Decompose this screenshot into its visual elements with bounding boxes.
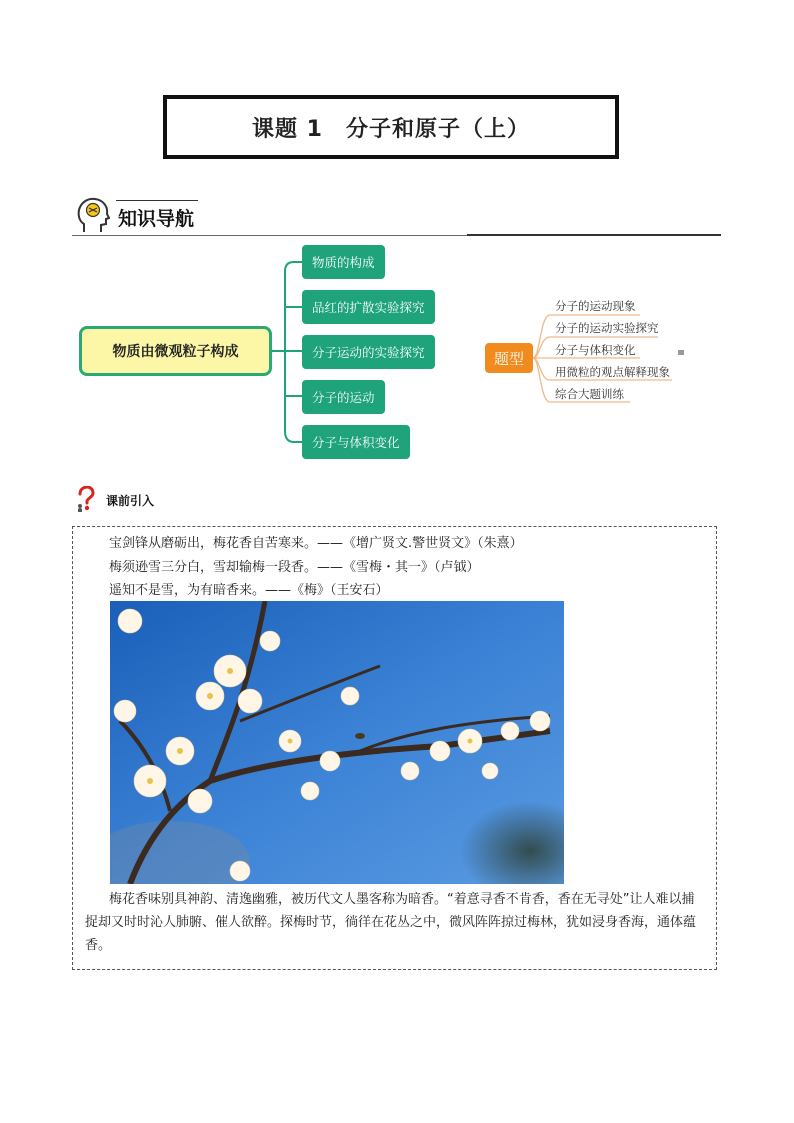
- lesson-title: 课题 1 分子和原子（上）: [252, 116, 530, 142]
- intro-title: 课前引入: [106, 494, 155, 508]
- nav-title: 知识导航: [118, 208, 195, 230]
- poem-line-3: 遥知不是雪，为有暗香来。——《梅》（王安石）: [109, 583, 389, 598]
- poem-line-2: 梅须逊雪三分白，雪却输梅一段香。——《雪梅・其一》（卢钺）: [109, 560, 480, 575]
- mindmap-leaf-3: 分子运动的实验探究: [302, 335, 435, 369]
- question-type-item-1: 分子的运动现象: [555, 299, 636, 313]
- question-type-item-4: 用微粒的观点解释现象: [555, 365, 670, 379]
- mindmap-root-node: [79, 326, 272, 376]
- question-type-item-5: 综合大题训练: [555, 387, 624, 401]
- mindmap-leaf-5: 分子与体积变化: [302, 425, 410, 459]
- mindmap-leaf-4: 分子的运动: [302, 380, 385, 414]
- mindmap-connectors: [0, 0, 794, 480]
- plum-blossom-photo: [110, 601, 564, 884]
- question-mark-icon: [76, 486, 96, 512]
- mindmap-leaf-2: 品红的扩散实验探究: [302, 290, 435, 324]
- question-type-item-2: 分子的运动实验探究: [555, 321, 659, 335]
- question-type-item-3: 分子与体积变化: [555, 343, 636, 357]
- collapse-marker-icon: [678, 350, 684, 355]
- mindmap-root-label: 物质由微观粒子构成: [112, 344, 239, 360]
- mindmap-leaf-1: 物质的构成: [302, 245, 385, 279]
- intro-paragraph: 梅花香味别具神韵、清逸幽雅，被历代文人墨客称为暗香。“着意寻香不肯香，香在无寻处”让人难以捕捉却又时时沁人肺腑、催人欲醉。探梅时节，徜徉在花丛之中，微风阵阵掠过梅林，犹如浸身香海，通体蕴香。: [85, 892, 697, 953]
- poem-line-1: 宝剑锋从磨砺出，梅花香自苦寒来。——《增广贤文.警世贤文》（朱熹）: [109, 536, 523, 551]
- question-type-node: 题型: [485, 343, 533, 373]
